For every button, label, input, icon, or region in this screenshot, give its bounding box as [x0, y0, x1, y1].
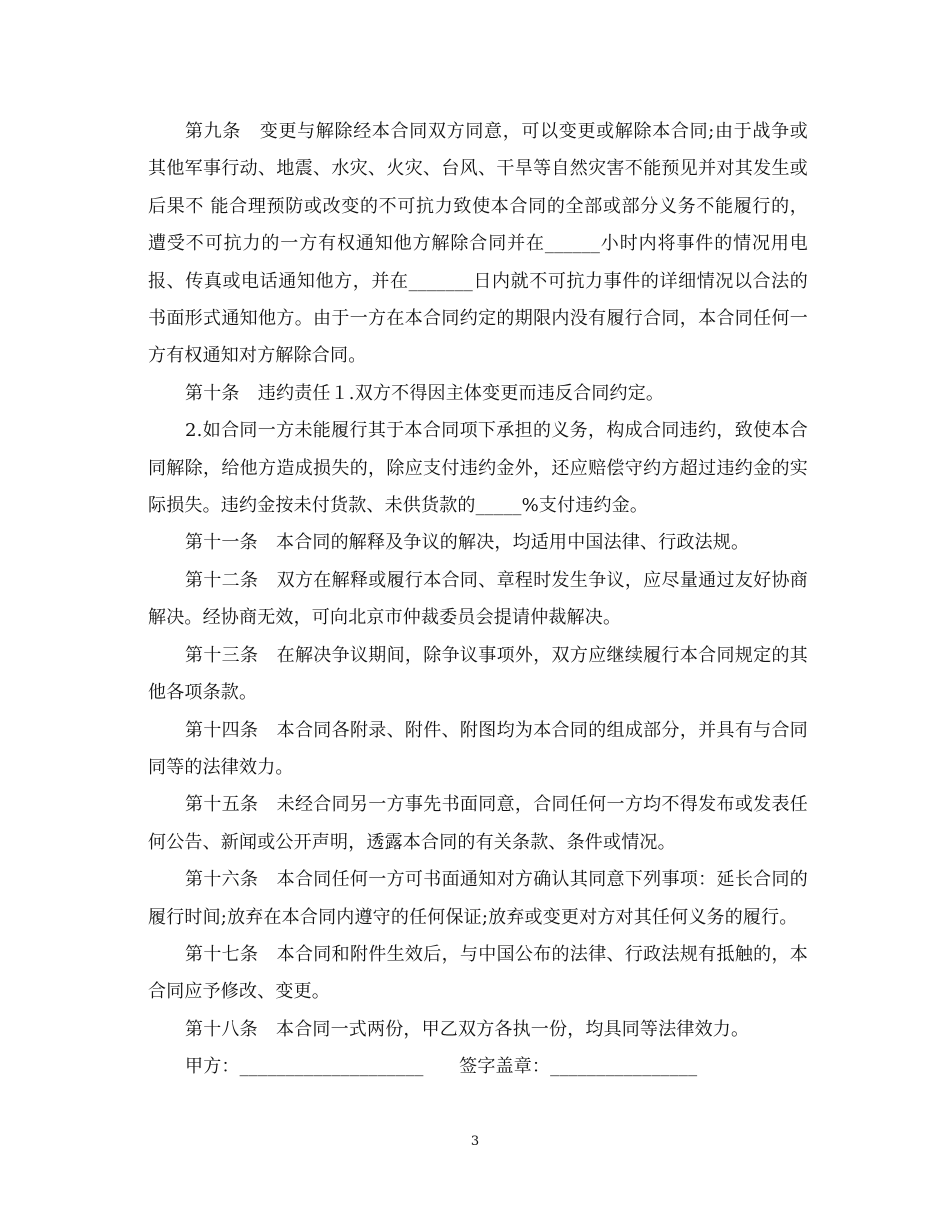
clause-9: 第九条 变更与解除经本合同双方同意，可以变更或解除本合同;由于战争或其他军事行动、地震、水灾、火灾、台风、干旱等自然灾害不能预见并对其发生或后果不 能合理预防或改变的不可抗力致使本合同的全部或部分义务不能履行的，遭受不可抗力的一方有权通知他方解除合同并在______小时内将事件的情况用电报、传真或电话通知他方，并在_______日内就不可抗力事件的详细情况以合法的书面形式通知他方。由于一方在本合同约定的期限内没有履行合同，本合同任何一方有权通知对方解除合同。 — [148, 121, 808, 367]
clause-17: 第十七条 本合同和附件生效后，与中国公布的法律、行政法规有抵触的，本合同应予修改、变更。 — [148, 943, 808, 1003]
signature-line: 甲方：____________________ 签字盖章：________________ — [185, 1056, 698, 1078]
contract-body — [148, 113, 808, 1086]
clause-12: 第十二条 双方在解释或履行本合同、章程时发生争议，应尽量通过友好协商解决。经协商无效，可向北京市仲裁委员会提请仲裁解决。 — [148, 569, 808, 629]
clause-18: 第十八条 本合同一式两份，甲乙双方各执一份，均具同等法律效力。 — [185, 1018, 750, 1040]
clause-10-item-2: 2.如合同一方未能履行其于本合同项下承担的义务，构成合同违约，致使本合同解除，给他方造成损失的，除应支付违约金外，还应赔偿守约方超过违约金的实际损失。违约金按未付货款、未供货款的_____%支付违约金。 — [148, 420, 808, 517]
clause-14: 第十四条 本合同各附录、附件、附图均为本合同的组成部分，并具有与合同同等的法律效力。 — [148, 719, 808, 778]
clause-11: 第十一条 本合同的解释及争议的解决，均适用中国法律、行政法规。 — [185, 532, 750, 554]
clause-10: 第十条 违约责任１.双方不得因主体变更而违反合同约定。 — [185, 382, 665, 404]
page-number: 3 — [470, 1134, 480, 1149]
clause-16: 第十六条 本合同任何一方可书面通知对方确认其同意下列事项：延长合同的履行时间;放弃在本合同内遵守的任何保证;放弃或变更对方对其任何义务的履行。 — [148, 869, 808, 928]
clause-13: 第十三条 在解决争议期间，除争议事项外，双方应继续履行本合同规定的其他各项条款。 — [148, 644, 808, 704]
clause-15: 第十五条 未经合同另一方事先书面同意，合同任何一方均不得发布或发表任何公告、新闻或公开声明，透露本合同的有关条款、条件或情况。 — [148, 794, 808, 853]
